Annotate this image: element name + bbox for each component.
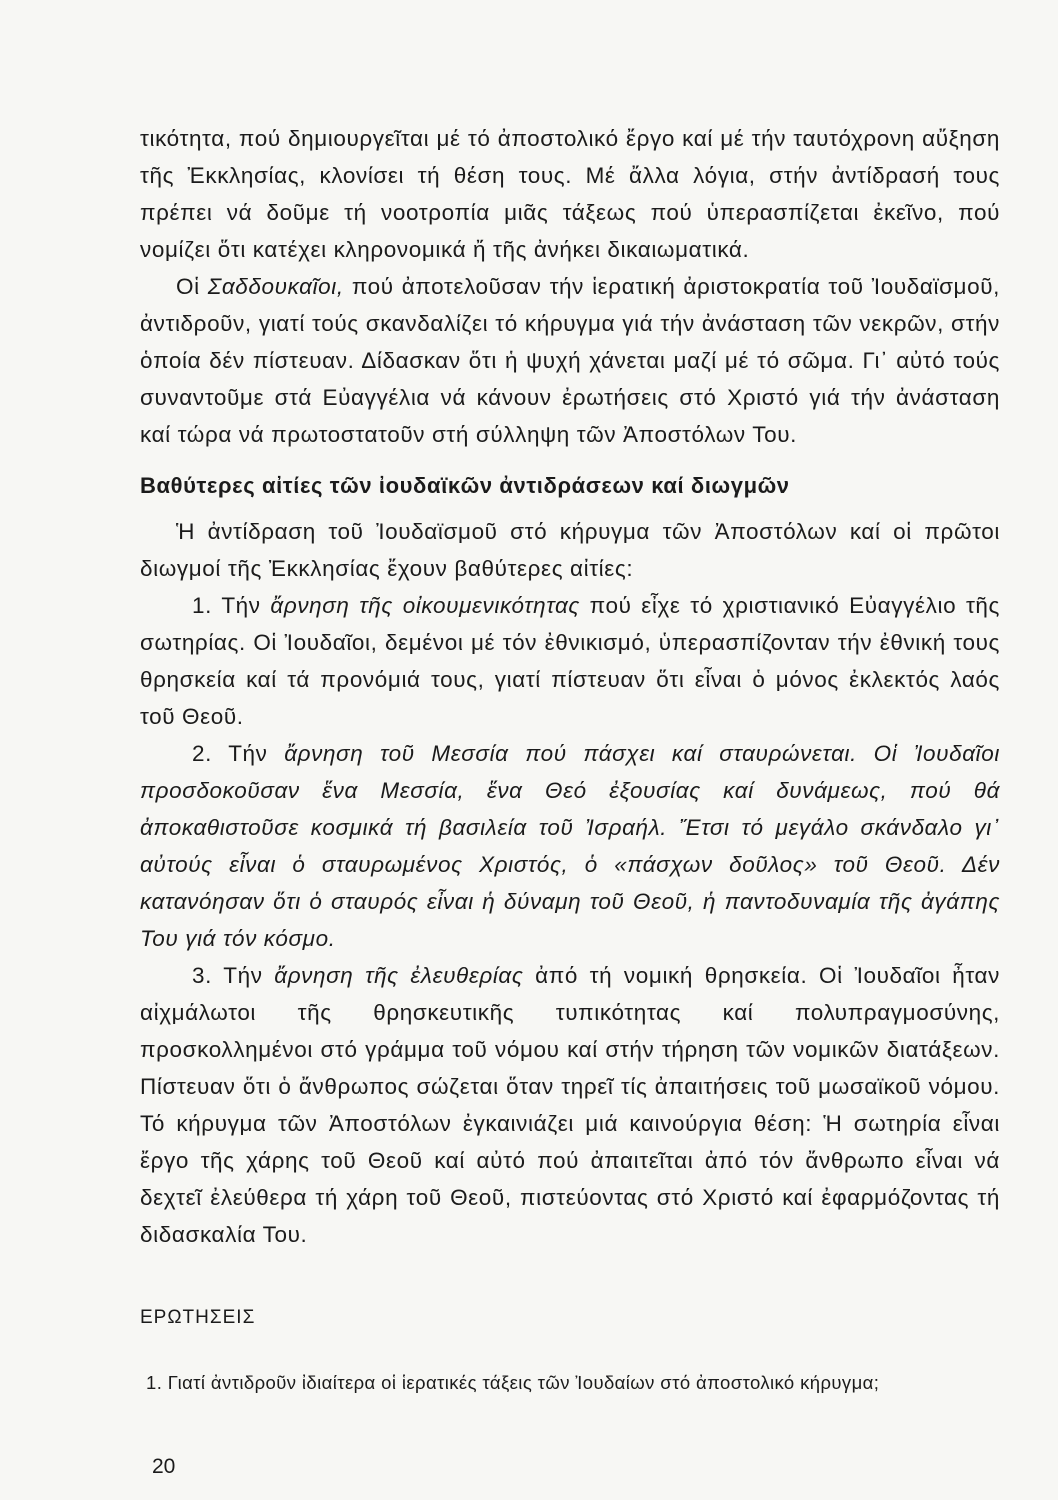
list-item-2 <box>140 735 1000 957</box>
item-3-text: ἀπό τή νομική θρησκεία. Οἱ Ἰουδαῖοι ἦταν αἰχμάλωτοι τῆς θρησκευτικῆς τυπικότητας καί πολυπραγμοσύνης, προσκολλημένοι στό γράμμα τοῦ νόμου καί στήν τήρηση τῶν νομικῶν διατάξεων. Πίστευαν ὅτι ὁ ἄνθρωπος σώζεται ὅταν τηρεῖ τίς ἀπαιτήσεις τοῦ μωσαϊκοῦ νόμου. Τό κήρυγμα τῶν Ἀποστόλων ἐγκαινιάζει μιά καινούργια θέση: Ἡ σωτηρία εἶναι ἔργο τῆς χάρης τοῦ Θεοῦ καί αὐτό πού ἀπαιτεῖται ἀπό τόν ἄνθρωπο εἶναι νά δεχτεῖ ἐλεύθερα τή χάρη τοῦ Θεοῦ, πιστεύοντας στό Χριστό καί ἐφαρμόζοντας τή διδασκαλία Του. <box>140 963 1000 1247</box>
item-3-emphasis: ἄρνηση τῆς ἐλευθερίας <box>274 963 524 988</box>
question-1: 1. Γιατί ἀντιδροῦν ἰδιαίτερα οἱ ἱερατικές τάξεις τῶν Ἰουδαίων στό ἀποστολικό κήρυγμα; <box>146 1372 880 1393</box>
paragraph-sadducees-rest: πού ἀποτελοῦσαν τήν ἱερατική ἀριστοκρατία τοῦ Ἰουδαϊσμοῦ, ἀντιδροῦν, γιατί τούς σκανδαλίζει τό κήρυγμα γιά τήν ἀνάσταση τῶν νεκρῶν, στήν ὁποία δέν πίστευαν. Δίδασκαν ὅτι ἡ ψυχή χάνεται μαζί μέ τό σῶμα. Γι᾽ αὐτό τούς συναντοῦμε στά Εὐαγγέλια νά κάνουν ἐρωτήσεις στό Χριστό γιά τήν ἀνάσταση καί τώρα νά πρωτοστατοῦν στή σύλληψη τῶν Ἀποστόλων Του. <box>140 274 1000 447</box>
item-2-prefix: 2. Τήν <box>192 741 285 766</box>
section-heading: Βαθύτερες αἰτίες τῶν ἰουδαϊκῶν ἀντιδράσεων καί διωγμῶν <box>140 473 790 498</box>
page-content <box>140 120 1000 1399</box>
paragraph-sadducees-start: Οἱ <box>176 274 208 299</box>
page-number: 20 <box>152 1455 176 1478</box>
item-1-prefix: 1. Τήν <box>192 593 271 618</box>
item-1-text: πού εἶχε τό χριστιανικό Εὐαγγέλιο τῆς σωτηρίας. Οἱ Ἰουδαῖοι, δεμένοι μέ τόν ἐθνικισμό, ὑπερασπίζονταν τήν ἐθνική τους θρησκεία καί τά προνόμιά τους, γιατί πίστευαν ὅτι εἶναι ὁ μόνος ἐκλεκτός λαός τοῦ Θεοῦ. <box>140 593 1000 729</box>
questions-title: ΕΡΩΤΗΣΕΙΣ <box>140 1307 256 1328</box>
list-item-1 <box>140 587 1000 735</box>
item-1-emphasis: ἄρνηση τῆς οἰκουμενικότητας <box>270 593 580 618</box>
item-2-emphasis: ἄρνηση τοῦ Μεσσία πού πάσχει καί σταυρώνεται. Οἱ Ἰουδαῖοι προσδοκοῦσαν ἕνα Μεσσία, ἕνα Θεό ἐξουσίας καί δυνάμεως, πού θά ἀποκαθιστοῦσε κοσμικά τή βασιλεία τοῦ Ἰσραήλ. Ἔτσι τό μεγάλο σκάνδαλο γι᾽ αὐτούς εἶναι ὁ σταυρωμένος Χριστός, ὁ «πάσχων δοῦλος» τοῦ Θεοῦ. Δέν κατανόησαν ὅτι ὁ σταυρός εἶναι ἡ δύναμη τοῦ Θεοῦ, ἡ παντοδυναμία τῆς ἀγάπης Του γιά τόν κόσμο. <box>140 741 1000 951</box>
paragraph-sadducees <box>140 268 1000 453</box>
intro-paragraph: Ἡ ἀντίδραση τοῦ Ἰουδαϊσμοῦ στό κήρυγμα τῶν Ἀποστόλων καί οἱ πρῶτοι διωγμοί τῆς Ἐκκλησίας ἔχουν βαθύτερες αἰτίες: <box>140 519 1000 581</box>
sadducees-term: Σαδδουκαῖοι, <box>207 274 344 299</box>
paragraph-1: τικότητα, πού δημιουργεῖται μέ τό ἀποστολικό ἔργο καί μέ τήν ταυτόχρονη αὔξηση τῆς Ἐκκλησίας, κλονίσει τή θέση τους. Μέ ἄλλα λόγια, στήν ἀντίδρασή τους πρέπει νά δοῦμε τή νοοτροπία μιᾶς τάξεως πού ὑπερασπίζεται ἐκεῖνο, πού νομίζει ὅτι κατέχει κληρονομικά ἤ τῆς ἀνήκει δικαιωματικά. <box>140 126 1000 262</box>
list-item-3 <box>140 957 1000 1253</box>
item-3-prefix: 3. Τήν <box>192 963 275 988</box>
